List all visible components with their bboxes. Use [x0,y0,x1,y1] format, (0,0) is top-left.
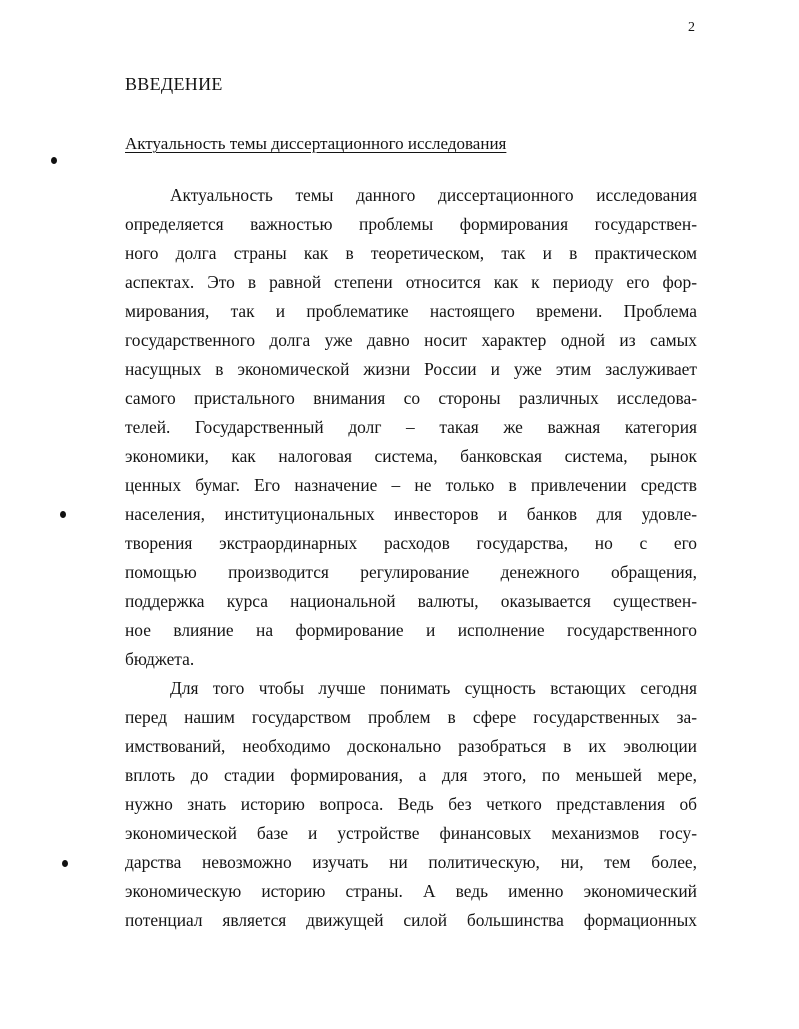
paragraph-line: помощью производится регулирование денежного обращения, [125,562,697,582]
paragraph-line: экономическую историю страны. А ведь именно экономический [125,881,697,901]
paragraph-line: поддержка курса национальной валюты, оказывается существен- [125,591,697,611]
paragraph-line: ценных бумаг. Его назначение – не только в привлечении средств [125,475,697,495]
paragraph-line: аспектах. Это в равной степени относится как к периоду его фор- [125,272,697,292]
page-number: 2 [688,20,695,35]
paragraph-line: вплоть до стадии формирования, а для этого, по меньшей мере, [125,765,697,785]
paragraph-line: определяется важностью проблемы формирования государствен- [125,214,697,234]
paragraph-line: перед нашим государством проблем в сфере государственных за- [125,707,697,727]
paragraph-line: ное влияние на формирование и исполнение государственного [125,620,697,640]
paragraph-line: экономики, как налоговая система, банковская система, рынок [125,446,697,466]
paragraph-line: самого пристального внимания со стороны различных исследова- [125,388,697,408]
paragraph-line: имствований, необходимо досконально разобраться в их эволюции [125,736,697,756]
paragraph-line: Актуальность темы данного диссертационного исследования [170,185,697,205]
paragraph-line: телей. Государственный долг – такая же важная категория [125,417,697,437]
paragraph-line: населения, институциональных инвесторов и банков для удовле- [125,504,697,524]
paragraph-line: потенциал является движущей силой большинства формационных [125,910,697,930]
punch-hole-mark [51,157,57,164]
subsection-title: Актуальность темы диссертационного исследования [125,134,507,153]
paragraph-line: бюджета. [125,649,195,669]
paragraph-line: творения экстраординарных расходов государства, но с его [125,533,697,553]
punch-hole-mark [62,860,68,867]
paragraph-line: экономической базе и устройстве финансовых механизмов госу- [125,823,697,843]
paragraph-line: ного долга страны как в теоретическом, так и в практическом [125,243,697,263]
paragraph-line: насущных в экономической жизни России и уже этим заслуживает [125,359,697,379]
paragraph-line: дарства невозможно изучать ни политическую, ни, тем более, [125,852,697,872]
paragraph-line: государственного долга уже давно носит характер одной из самых [125,330,697,350]
paragraph-line: Для того чтобы лучше понимать сущность встающих сегодня [170,678,697,698]
punch-hole-mark [60,511,66,518]
paragraph-line: нужно знать историю вопроса. Ведь без четкого представления об [125,794,697,814]
section-title: ВВЕДЕНИЕ [125,74,223,94]
paragraph-line: мирования, так и проблематике настоящего времени. Проблема [125,301,697,321]
